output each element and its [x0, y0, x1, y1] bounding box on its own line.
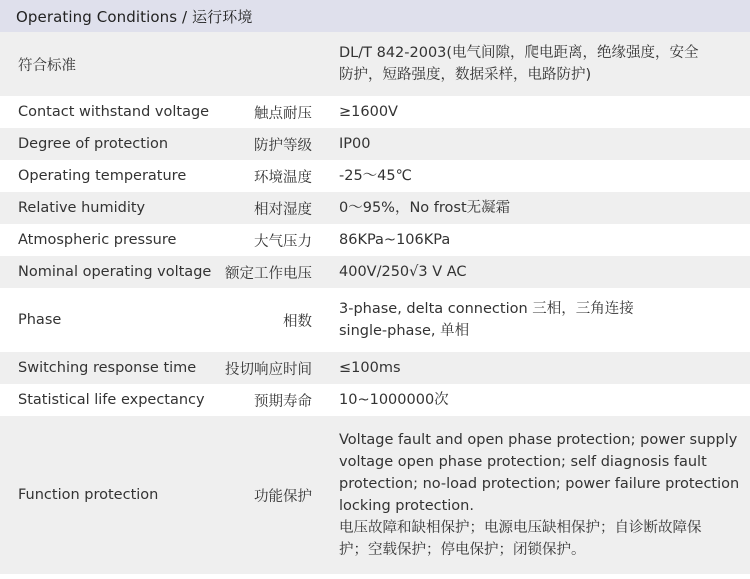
row-value: 86KPa~106KPa: [339, 232, 451, 248]
table-row: [0, 256, 750, 288]
table-row: [0, 224, 750, 256]
row-value: 400V/250√3 V AC: [339, 264, 467, 280]
table-row: [0, 96, 750, 128]
section-header: [0, 0, 750, 32]
row-value: 0～95%，No frost无凝霜: [339, 200, 511, 216]
row-label-en: Switching response time: [18, 360, 197, 376]
table-row: [0, 288, 750, 352]
row-value: -25～45℃: [339, 168, 412, 184]
row-label-cn: 投切响应时间: [225, 361, 312, 378]
row-value: Voltage fault and open phase protection; power supply voltage open phase protection; self diagnosis fault protection; no-load protection; power failure protection locking protection. 电压故障和缺相保护；电源电压缺相保护；自诊断故障保 护；空载保护；停电保护；闭锁保护。: [339, 432, 740, 558]
row-label-cn: 额定工作电压: [225, 265, 312, 282]
row-label-cn: 相对湿度: [254, 201, 312, 218]
row-value: 3-phase, delta connection 三相，三角连接 single-phase, 单相: [339, 301, 634, 339]
row-label-en: Operating temperature: [18, 168, 187, 184]
table-row: [0, 160, 750, 192]
row-label-en: Statistical life expectancy: [18, 392, 205, 408]
table-row: [0, 416, 750, 574]
table-row: [0, 32, 750, 96]
row-label-cn: 预期寿命: [254, 393, 312, 410]
row-value: DL/T 842-2003(电气间隙，爬电距离，绝缘强度，安全 防护，短路强度，数据采样，电路防护): [339, 45, 699, 83]
row-label-cn: 环境温度: [254, 169, 312, 186]
table-row: [0, 352, 750, 384]
table-row: [0, 192, 750, 224]
row-label-cn: 触点耐压: [254, 105, 312, 122]
row-label-en: Degree of protection: [18, 136, 169, 152]
table-row: [0, 384, 750, 416]
row-value: IP00: [339, 136, 371, 152]
row-label-en: Atmospheric pressure: [18, 232, 177, 248]
row-value: ≥1600V: [339, 104, 398, 120]
row-label-en: Nominal operating voltage: [18, 264, 212, 280]
row-value: 10~1000000次: [339, 392, 449, 408]
row-label: 符合标准: [18, 57, 76, 74]
row-label-cn: 防护等级: [254, 137, 312, 154]
row-label-cn: 大气压力: [254, 233, 312, 250]
row-label-en: Relative humidity: [18, 200, 146, 216]
row-value: ≤100ms: [339, 360, 401, 376]
row-label-en: Contact withstand voltage: [18, 104, 210, 120]
row-label-cn: 功能保护: [254, 488, 312, 505]
table-row: [0, 128, 750, 160]
row-label-en: Function protection: [18, 487, 159, 503]
section-title: Operating Conditions / 运行环境: [16, 7, 253, 26]
row-label-en: Phase: [18, 312, 62, 328]
row-label-cn: 相数: [283, 313, 312, 330]
